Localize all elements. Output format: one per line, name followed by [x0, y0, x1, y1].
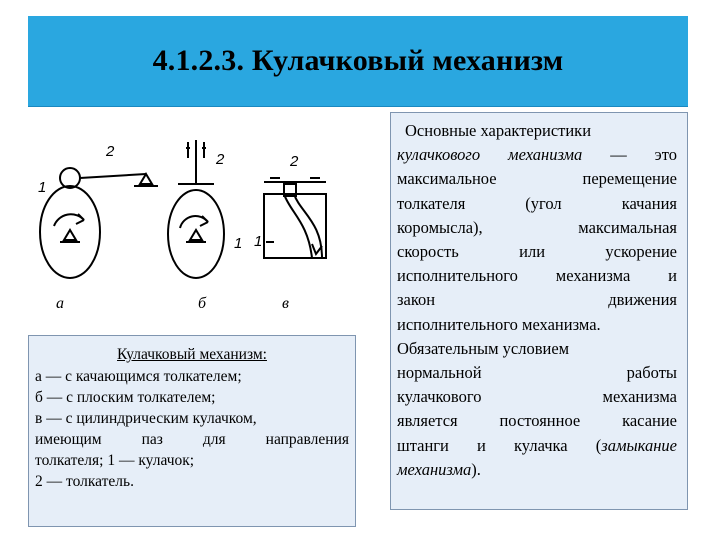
caption-line: в — с цилиндрическим кулачком, [35, 410, 257, 427]
text-line: закон движения [397, 290, 677, 310]
label-cam-a: 1 [38, 179, 47, 196]
follower-roller-a [60, 168, 80, 188]
text-line: исполнительного механизма и [397, 266, 677, 286]
caption-line: толкателя; 1 — кулачок; [35, 452, 195, 469]
cam-mechanism-figure [28, 122, 358, 332]
text-italic: кулачкового механизма [397, 145, 583, 165]
caption-line: а — с качающимся толкателем; [35, 368, 242, 385]
cam-shaft-b [190, 230, 202, 240]
text-line [397, 434, 677, 458]
text-line: скорость или ускорение [397, 242, 677, 262]
cam-b [168, 190, 224, 278]
cylindrical-cam-c [264, 194, 326, 258]
pivot-a [140, 174, 152, 184]
diagram-c [264, 178, 326, 258]
text-line: кулачкового механизма [397, 387, 677, 407]
text-line: нормальной работы [397, 363, 677, 383]
caption-title: Кулачковый механизм: [117, 346, 267, 363]
text-line: Обязательным условием [397, 338, 570, 358]
label-follower-c: 2 [290, 153, 299, 170]
text-line: максимальное перемещение [397, 169, 677, 189]
label-cam-b: 1 [234, 235, 243, 252]
cam-mechanism-diagram [28, 122, 358, 332]
main-text [397, 119, 677, 482]
text-fragment: штанги и кулачка ( [397, 435, 602, 455]
label-follower-b: 2 [216, 151, 225, 168]
caption-line: б — с плоским толкателем; [35, 389, 216, 406]
title-bar [28, 16, 688, 107]
caption-line: имеющим паз для направления [35, 431, 349, 448]
diagram-a [40, 168, 158, 278]
label-c: в [282, 295, 289, 312]
text-italic: замыкание [601, 435, 677, 455]
main-text-box [390, 112, 688, 510]
text-line: коромысла), максимальная [397, 217, 677, 237]
caption-line: 2 — толкатель. [35, 473, 134, 490]
figure-caption [28, 335, 356, 527]
label-a: а [56, 295, 64, 312]
follower-arm-a [80, 174, 146, 178]
cam-a [40, 186, 100, 278]
text-italic: механизма [397, 459, 472, 479]
text-line: Основные характеристики [405, 121, 592, 140]
text-line [397, 143, 677, 167]
text-line: является постоянное касание [397, 411, 677, 431]
cam-shaft-a [64, 230, 76, 240]
label-cam-c: 1 [254, 233, 263, 250]
label-follower-a: 2 [106, 143, 115, 160]
text-line: толкателя (угол качания [397, 193, 677, 213]
text-fragment: ). [471, 459, 481, 479]
label-b: б [198, 295, 207, 312]
text-line [397, 458, 677, 482]
text-fragment: — это [582, 145, 677, 165]
text-line: исполнительного механизма. [397, 314, 601, 334]
slide-title: 4.1.2.3. Кулачковый механизм [152, 44, 564, 77]
